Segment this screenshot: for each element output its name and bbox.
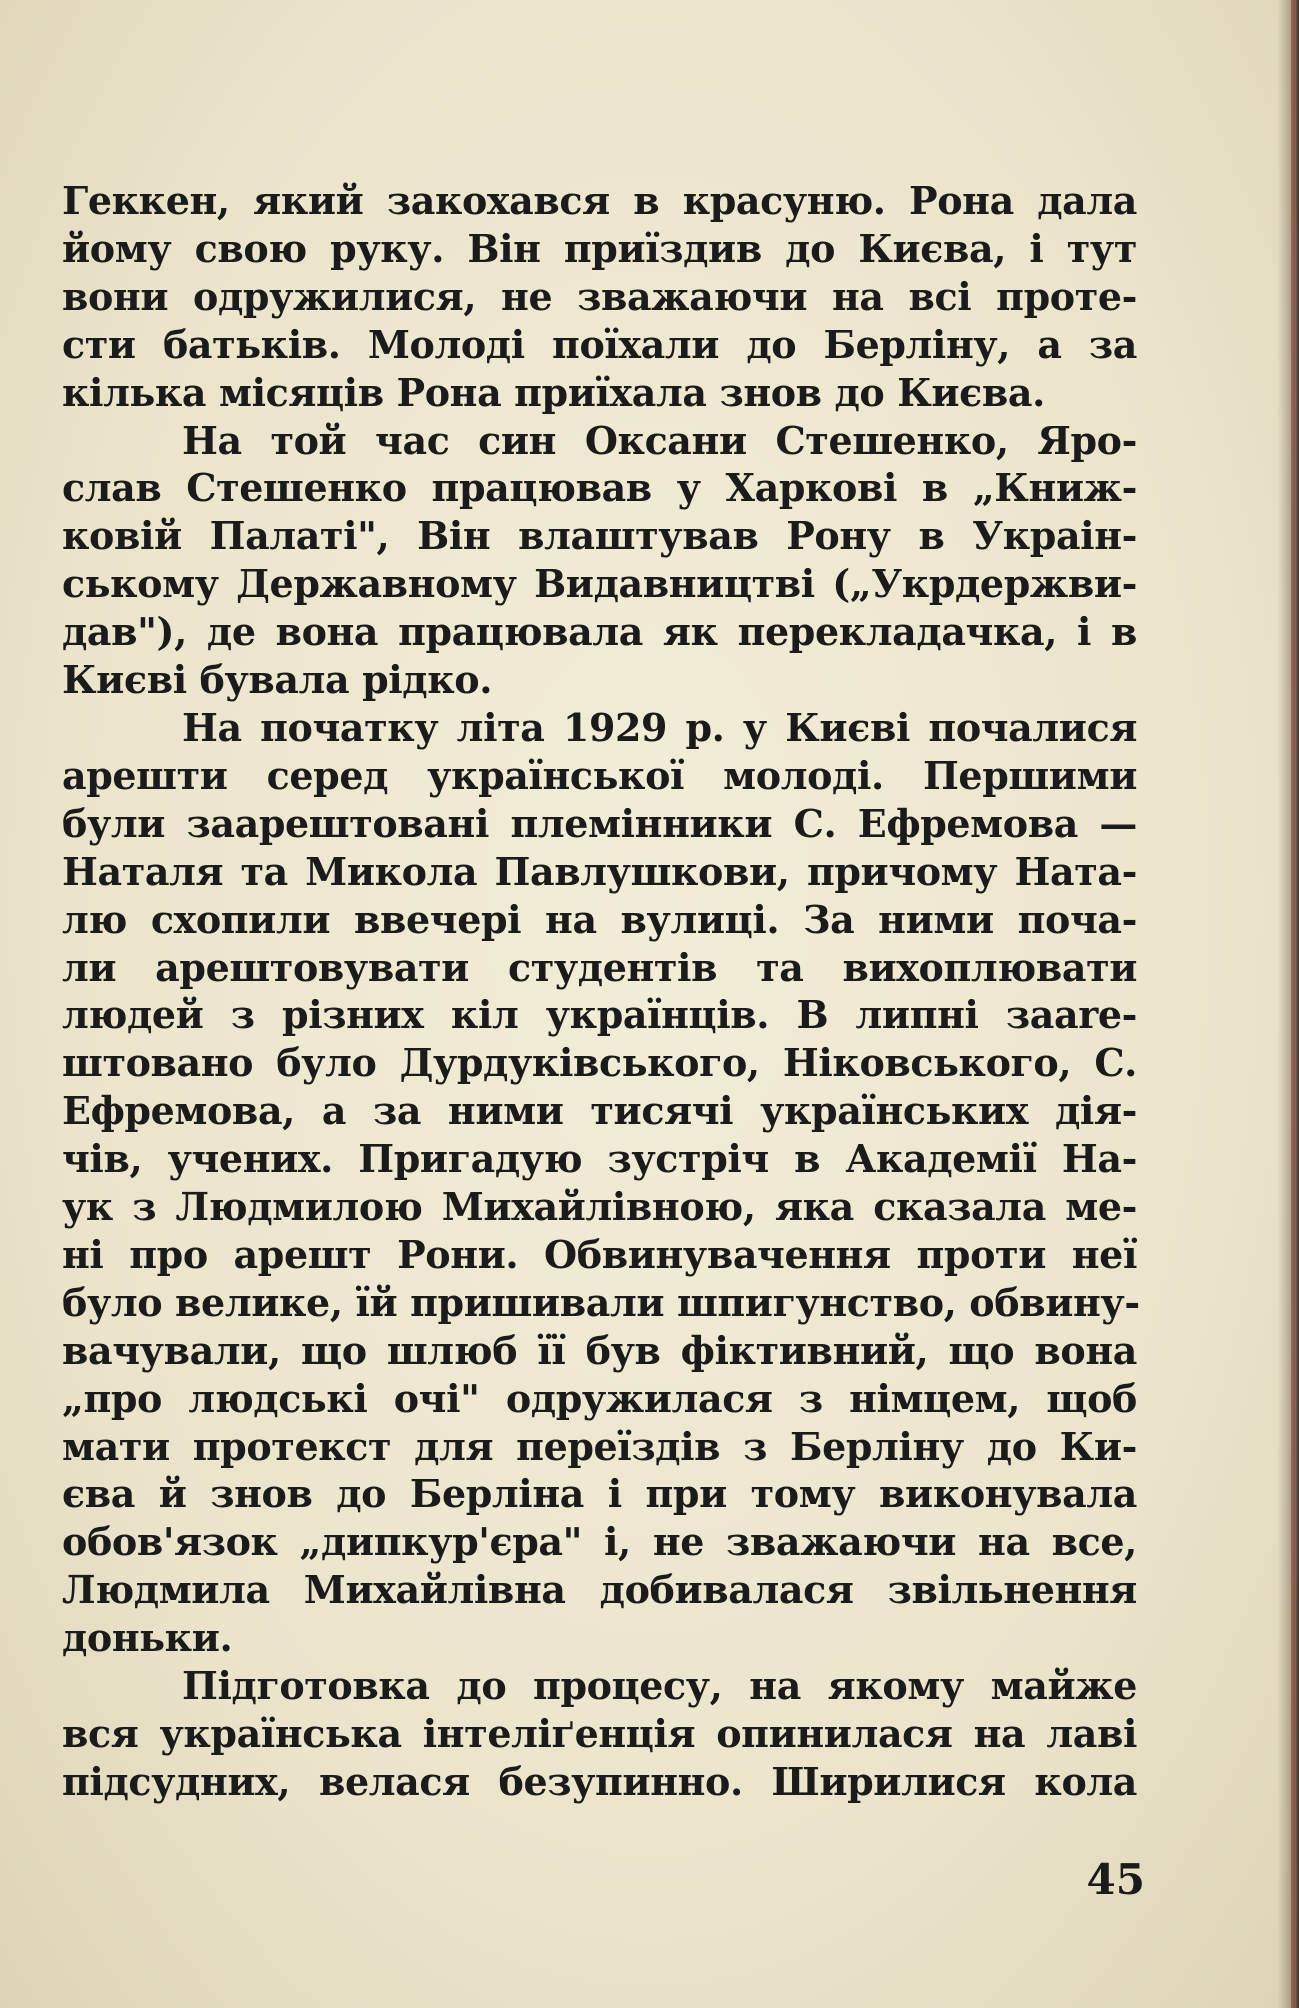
text-line: Підготовка до процесу, на якому майже: [182, 1663, 1137, 1709]
text-line: штовано було Дурдуківського, Ніковського, С.: [62, 1040, 1137, 1086]
text-line: ук з Людмилою Михайлівною, яка сказала ме-: [62, 1184, 1137, 1230]
text-line: ковій Палаті", Він влаштував Рону в Украін-: [62, 513, 1137, 559]
page-edge-shadow: [1277, 0, 1299, 2008]
text-line: вачували, що шлюб її був фіктивний, що вона: [62, 1327, 1137, 1373]
text-line: ському Державному Видавництві („Укрдержви-: [62, 561, 1137, 607]
text-line: Геккен, який закохався в красуню. Рона дала: [62, 178, 1137, 223]
text-line: На той час син Оксани Стешенко, Яро-: [182, 417, 1137, 463]
text-line: Києві бувала рідко.: [62, 657, 493, 703]
text-line: чів, учених. Пригадую зустріч в Академії На-: [62, 1136, 1137, 1182]
text-line: кілька місяців Рона приїхала знов до Києва.: [62, 369, 1045, 415]
page-number: 45: [1086, 1855, 1145, 1904]
text-line: йому свою руку. Він приїздив до Києва, і тут: [62, 225, 1137, 271]
text-line: обов'язок „дипкур'єра" і, не зважаючи на все,: [62, 1519, 1137, 1565]
text-line: сти батьків. Молоді поїхали до Берліну, а за: [62, 321, 1137, 367]
text-line: єва й знов до Берліна і при тому виконувала: [62, 1471, 1137, 1517]
text-line: вони одружилися, не зважаючи на всі проте-: [62, 273, 1137, 319]
text-line: доньки.: [62, 1615, 233, 1661]
text-line: мати протекст для переїздів з Берліну до Ки-: [62, 1423, 1137, 1469]
text-line: Людмила Михайлівна добивалася звільнення: [62, 1567, 1137, 1613]
body-text: [62, 177, 1140, 1806]
text-line: На початку літа 1929 р. у Києві почалися: [182, 704, 1137, 750]
text-line: Ефремова, а за ними тисячі українських дія-: [62, 1088, 1137, 1134]
text-line: дав"), де вона працювала як перекладачка, і в: [62, 609, 1137, 655]
page-edge: [1291, 0, 1295, 2008]
text-line: вся українська інтеліґенція опинилася на лаві: [62, 1711, 1137, 1756]
text-line: були заарештовані племінники С. Ефремова —: [62, 800, 1137, 846]
text-line: ли арештовувати студентів та вихоплювати: [62, 944, 1137, 990]
text-line: було велике, їй пришивали шпигунство, обвину-: [62, 1279, 1140, 1325]
text-line: арешти серед української молоді. Першими: [62, 752, 1137, 798]
text-line: ні про арешт Рони. Обвинувачення проти неї: [62, 1231, 1137, 1277]
text-line: лю схопили ввечері на вулиці. За ними поча-: [62, 896, 1137, 942]
text-line: підсудних, велася безупинно. Ширилися кола: [62, 1758, 1137, 1804]
text-line: „про людські очі" одружилася з німцем, щоб: [62, 1375, 1137, 1421]
text-line: слав Стешенко працював у Харкові в „Книж-: [62, 465, 1137, 511]
text-line: Наталя та Микола Павлушкови, причому Ната-: [62, 848, 1137, 894]
text-line: людей з різних кіл українців. В липні заare-: [62, 992, 1137, 1038]
